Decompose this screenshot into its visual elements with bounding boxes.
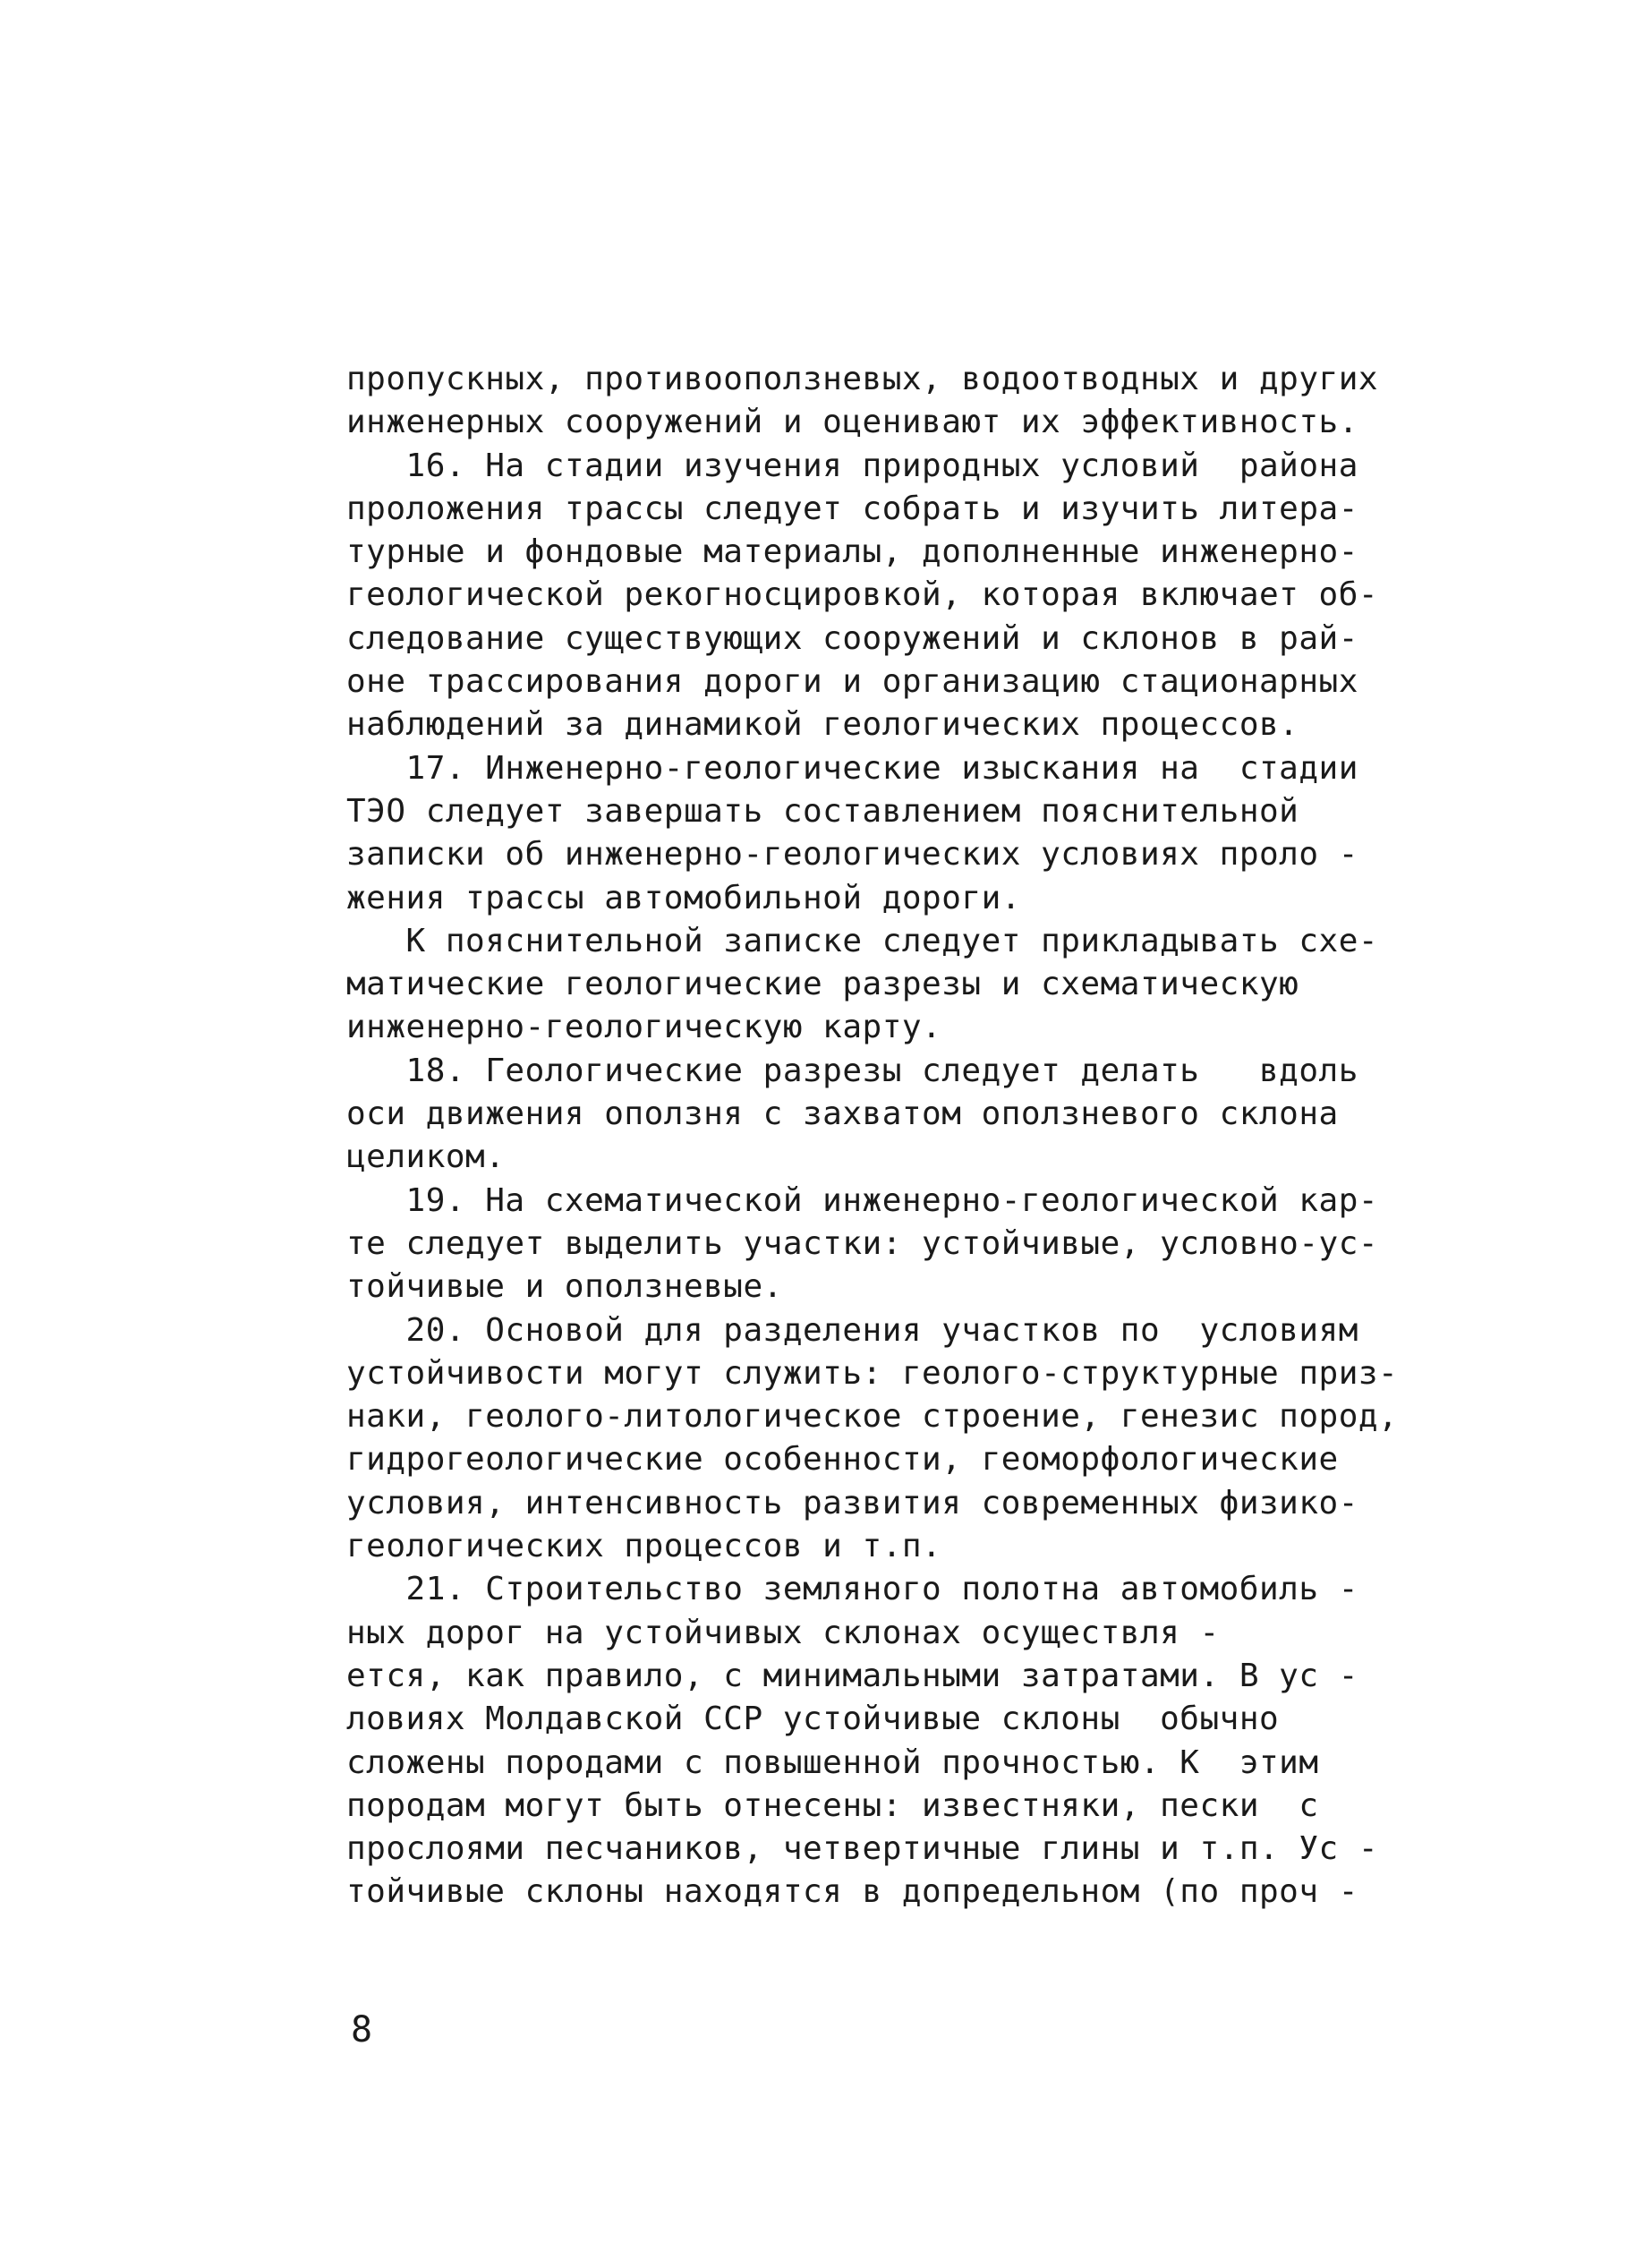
text-line: 19. На схематической инженерно-геологической кар-: [346, 1181, 1379, 1219]
text-line: ловиях Молдавской ССР устойчивые склоны обычно: [346, 1701, 1280, 1738]
text-line: инженерно-геологическую карту.: [346, 1009, 942, 1046]
text-line: оне трассирования дороги и организацию стационарных: [346, 663, 1358, 701]
text-line: прослоями песчаников, четвертичные глины и т.п. Ус -: [346, 1830, 1379, 1868]
text-line: породам могут быть отнесены: известняки, пески с: [346, 1786, 1319, 1824]
text-line: 16. На стадии изучения природных условий района: [346, 447, 1358, 484]
text-line: сложены породами с повышенной прочностью. К этим: [346, 1743, 1319, 1781]
text-line: наки, геолого-литологическое строение, генезис пород,: [346, 1398, 1399, 1436]
text-line: записки об инженерно-геологических условиях проло -: [346, 836, 1358, 874]
text-line: тойчивые склоны находятся в допредельном (по проч -: [346, 1873, 1358, 1911]
text-line: условия, интенсивность развития современных физико-: [346, 1484, 1358, 1522]
text-line: 18. Геологические разрезы следует делать вдоль: [346, 1052, 1358, 1089]
text-line: К пояснительной записке следует прикладывать схе-: [346, 922, 1379, 959]
text-line: пропускных, противооползневых, водоотводных и других: [346, 361, 1379, 397]
text-line: геологической рекогносцировкой, которая включает об-: [346, 576, 1379, 614]
text-line: гидрогеологические особенности, геоморфологические: [346, 1441, 1339, 1479]
text-line: инженерных сооружений и оценивают их эффективность.: [346, 404, 1358, 441]
text-line: наблюдений за динамикой геологических процессов.: [346, 706, 1299, 744]
text-line: 20. Основой для разделения участков по условиям: [346, 1311, 1358, 1349]
text-line: турные и фондовые материалы, дополненные инженерно-: [346, 533, 1358, 571]
text-line: матические геологические разрезы и схематическую: [346, 966, 1299, 1003]
text-line: целиком.: [346, 1138, 506, 1176]
body-text: [346, 358, 1496, 1914]
text-line: ется, как правило, с минимальными затратами. В ус -: [346, 1657, 1358, 1694]
text-line: ных дорог на устойчивых склонах осуществля -: [346, 1614, 1220, 1651]
text-line: тойчивые и оползневые.: [346, 1268, 783, 1306]
text-line: жения трассы автомобильной дороги.: [346, 879, 1021, 916]
page-number: 8: [351, 2009, 373, 2050]
text-line: устойчивости могут служить: геолого-структурные приз-: [346, 1354, 1399, 1392]
text-line: следование существующих сооружений и склонов в рай-: [346, 619, 1358, 657]
text-line: оси движения оползня с захватом оползневого склона: [346, 1095, 1339, 1133]
text-line: 17. Инженерно-геологические изыскания на стадии: [346, 749, 1358, 787]
text-line: геологических процессов и т.п.: [346, 1528, 942, 1565]
text-line: те следует выделить участки: устойчивые, условно-ус-: [346, 1224, 1379, 1262]
text-line: ТЭО следует завершать составлением пояснительной: [346, 792, 1299, 830]
text-line: 21. Строительство земляного полотна автомобиль -: [346, 1571, 1358, 1608]
text-line: проложения трассы следует собрать и изучить литера-: [346, 490, 1358, 527]
